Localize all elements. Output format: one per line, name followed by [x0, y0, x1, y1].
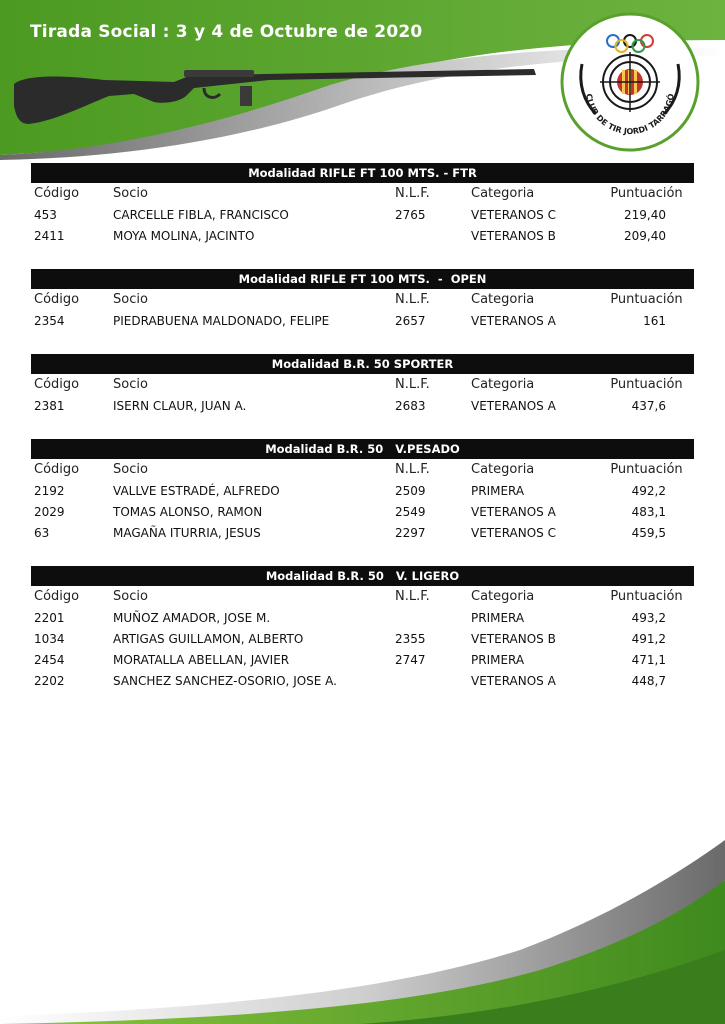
- table-row: [31, 650, 694, 671]
- cell-nlf: 2657: [395, 314, 426, 328]
- cell-socio: MAGAÑA ITURRIA, JESUS: [113, 526, 261, 540]
- table-row: [31, 226, 694, 247]
- cell-nlf: 2765: [395, 208, 426, 222]
- cell-category: VETERANOS C: [471, 526, 556, 540]
- cell-category: VETERANOS B: [471, 229, 556, 243]
- col-header-category: Categoria: [471, 377, 535, 392]
- table-row: [31, 481, 694, 502]
- cell-socio: CARCELLE FIBLA, FRANCISCO: [113, 208, 289, 222]
- col-header-socio: Socio: [113, 462, 148, 477]
- col-header-code: Código: [34, 589, 80, 604]
- column-headers: [31, 289, 694, 311]
- cell-code: 2454: [34, 653, 65, 667]
- cell-code: 2029: [34, 505, 65, 519]
- col-header-nlf: N.L.F.: [395, 377, 430, 392]
- column-headers: [31, 374, 694, 396]
- cell-score: 209,40: [624, 229, 666, 243]
- column-headers: [31, 586, 694, 608]
- table-row: [31, 502, 694, 523]
- col-header-category: Categoria: [471, 292, 535, 307]
- section-title: Modalidad B.R. 50 V. LIGERO: [31, 566, 694, 586]
- col-header-score: Puntuación: [610, 377, 683, 392]
- cell-score: 483,1: [631, 505, 666, 519]
- result-section: [31, 566, 694, 692]
- col-header-code: Código: [34, 462, 80, 477]
- section-title: Modalidad B.R. 50 V.PESADO: [31, 439, 694, 459]
- cell-score: 493,2: [631, 611, 666, 625]
- result-section: [31, 354, 694, 417]
- col-header-score: Puntuación: [610, 462, 683, 477]
- cell-code: 2354: [34, 314, 65, 328]
- cell-category: VETERANOS A: [471, 314, 556, 328]
- cell-code: 1034: [34, 632, 65, 646]
- col-header-nlf: N.L.F.: [395, 589, 430, 604]
- cell-category: PRIMERA: [471, 653, 525, 667]
- col-header-socio: Socio: [113, 292, 148, 307]
- cell-code: 453: [34, 208, 57, 222]
- cell-category: VETERANOS C: [471, 208, 556, 222]
- cell-socio: ISERN CLAUR, JUAN A.: [113, 399, 247, 413]
- col-header-socio: Socio: [113, 186, 148, 201]
- cell-nlf: [395, 226, 471, 247]
- cell-code: 2411: [34, 229, 65, 243]
- result-section: [31, 269, 694, 332]
- cell-score: 492,2: [631, 484, 666, 498]
- cell-category: PRIMERA: [471, 484, 525, 498]
- cell-category: VETERANOS A: [471, 399, 556, 413]
- table-row: [31, 608, 694, 629]
- col-header-code: Código: [34, 377, 80, 392]
- table-row: [31, 205, 694, 226]
- section-title: Modalidad RIFLE FT 100 MTS. - OPEN: [31, 269, 694, 289]
- logo-text: CLUB DE TIR JORDI TARRAGÓ: [584, 92, 676, 137]
- cell-socio: TOMAS ALONSO, RAMON: [113, 505, 263, 519]
- section-title: Modalidad B.R. 50 SPORTER: [31, 354, 694, 374]
- cell-socio: MOYA MOLINA, JACINTO: [113, 229, 255, 243]
- cell-nlf: 2355: [395, 632, 426, 646]
- cell-socio: SANCHEZ SANCHEZ-OSORIO, JOSE A.: [113, 674, 337, 688]
- col-header-score: Puntuación: [610, 186, 683, 201]
- page-title: Tirada Social : 3 y 4 de Octubre de 2020: [30, 22, 423, 42]
- cell-score: 459,5: [631, 526, 666, 540]
- cell-socio: PIEDRABUENA MALDONADO, FELIPE: [113, 314, 330, 328]
- cell-nlf: [395, 671, 471, 692]
- table-row: [31, 396, 694, 417]
- col-header-score: Puntuación: [610, 589, 683, 604]
- col-header-score: Puntuación: [610, 292, 683, 307]
- col-header-category: Categoria: [471, 589, 535, 604]
- col-header-category: Categoria: [471, 186, 535, 201]
- cell-socio: VALLVE ESTRADÉ, ALFREDO: [113, 484, 280, 498]
- cell-code: 2192: [34, 484, 65, 498]
- table-row: [31, 523, 694, 544]
- cell-nlf: 2683: [395, 399, 426, 413]
- column-headers: [31, 183, 694, 205]
- cell-score: 471,1: [631, 653, 666, 667]
- page-footer: [0, 820, 725, 1024]
- page-header: [0, 0, 725, 160]
- column-headers: [31, 459, 694, 481]
- cell-score: 161: [643, 314, 666, 328]
- table-row: [31, 629, 694, 650]
- section-title: Modalidad RIFLE FT 100 MTS. - FTR: [31, 163, 694, 183]
- results-tables: [31, 163, 694, 714]
- cell-socio: MUÑOZ AMADOR, JOSE M.: [113, 611, 271, 625]
- cell-category: VETERANOS A: [471, 505, 556, 519]
- table-row: [31, 671, 694, 692]
- table-row: [31, 311, 694, 332]
- col-header-nlf: N.L.F.: [395, 462, 430, 477]
- cell-nlf: 2549: [395, 505, 426, 519]
- cell-nlf: [395, 608, 471, 629]
- club-logo: [562, 14, 698, 150]
- cell-category: VETERANOS B: [471, 632, 556, 646]
- cell-nlf: 2509: [395, 484, 426, 498]
- cell-code: 2202: [34, 674, 65, 688]
- cell-score: 491,2: [631, 632, 666, 646]
- cell-nlf: 2747: [395, 653, 426, 667]
- cell-socio: ARTIGAS GUILLAMON, ALBERTO: [113, 632, 304, 646]
- cell-nlf: 2297: [395, 526, 426, 540]
- col-header-socio: Socio: [113, 377, 148, 392]
- cell-category: PRIMERA: [471, 611, 525, 625]
- col-header-socio: Socio: [113, 589, 148, 604]
- col-header-code: Código: [34, 186, 80, 201]
- footer-graphic: [0, 820, 725, 1024]
- col-header-category: Categoria: [471, 462, 535, 477]
- col-header-nlf: N.L.F.: [395, 292, 430, 307]
- col-header-nlf: N.L.F.: [395, 186, 430, 201]
- cell-code: 2381: [34, 399, 65, 413]
- result-section: [31, 163, 694, 247]
- cell-code: 63: [34, 526, 50, 540]
- cell-score: 448,7: [631, 674, 666, 688]
- cell-score: 219,40: [624, 208, 666, 222]
- result-section: [31, 439, 694, 544]
- cell-score: 437,6: [631, 399, 666, 413]
- col-header-code: Código: [34, 292, 80, 307]
- cell-socio: MORATALLA ABELLAN, JAVIER: [113, 653, 290, 667]
- cell-category: VETERANOS A: [471, 674, 556, 688]
- cell-code: 2201: [34, 611, 65, 625]
